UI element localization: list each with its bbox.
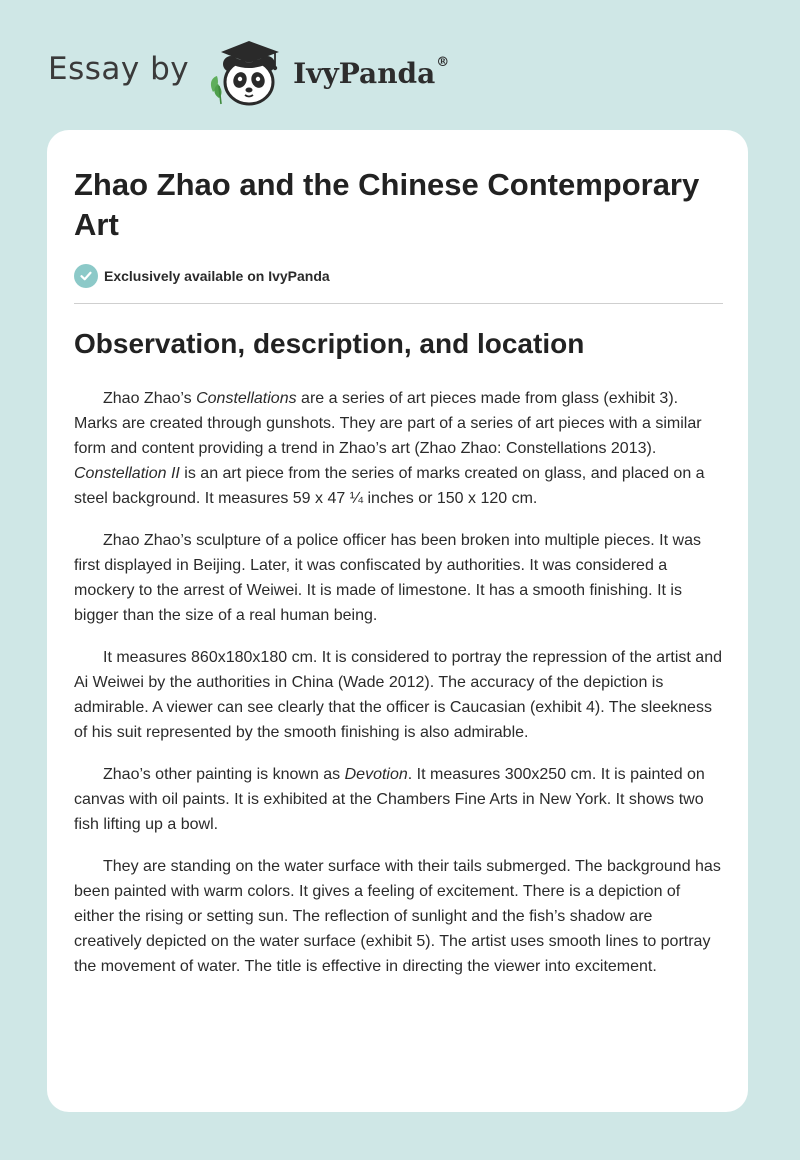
artwork-title: Constellation II	[74, 465, 180, 482]
section-heading: Observation, description, and location	[74, 328, 585, 359]
paragraph-text: Zhao Zhao’s	[103, 390, 197, 407]
checkmark-icon	[74, 264, 98, 288]
paragraph-text: are a series of art pieces made from glass (exhibit 3). Marks are created through gunshots. They are part of a series of art pieces with a similar form and content providing a trend in Zhao’s art (Zhao Zhao: Constellations 2013).	[74, 390, 702, 457]
registered-mark: ®	[436, 54, 450, 70]
paragraph	[74, 762, 724, 837]
exclusive-badge	[74, 264, 330, 288]
paragraph-text: Zhao’s other painting is known as	[103, 766, 345, 783]
checkmark-glyph	[79, 269, 93, 283]
brand-name	[293, 54, 450, 90]
paragraph-text: . It measures 300x250 cm. It is painted on canvas with oil paints. It is exhibited at the Chambers Fine Arts in New York. It shows two fish lifting up a bowl.	[74, 766, 705, 833]
exclusive-label: Exclusively available on IvyPanda	[104, 268, 330, 284]
essay-title: Zhao Zhao and the Chinese Contemporary Art	[74, 167, 700, 242]
divider	[74, 303, 723, 304]
paragraph: It measures 860x180x180 cm. It is considered to portray the repression of the artist and Ai Weiwei by the authorities in China (Wade 2012). The accuracy of the depiction is admirable. A viewer can see clearly that the officer is Caucasian (exhibit 4). The sleekness of his suit represented by the smooth finishing is also admirable.	[74, 649, 722, 741]
paragraph	[74, 386, 724, 511]
paragraph: They are standing on the water surface with their tails submerged. The background has been painted with warm colors. It gives a feeling of excitement. There is a depiction of either the rising or setting sun. The reflection of sunlight and the fish’s shadow are creatively depicted on the water surface (exhibit 5). The artist uses smooth lines to portray the movement of water. The title is effective in directing the viewer into excitement.	[74, 858, 721, 975]
brand-name-text: IvyPanda	[293, 56, 436, 90]
essay-by-label: Essay by	[48, 51, 190, 87]
essay-body	[74, 386, 724, 996]
artwork-title: Devotion	[344, 766, 408, 783]
artwork-title: Constellations	[196, 390, 297, 407]
panda-graduate-logo-icon	[203, 34, 287, 110]
site-brand[interactable]	[48, 34, 449, 110]
paragraph-text: is an art piece from the series of marks created on glass, and placed on a steel background. It measures 59 x 47 ¼ inches or 150 x 120 cm.	[74, 465, 705, 507]
essay-card	[47, 130, 748, 1112]
paragraph: Zhao Zhao’s sculpture of a police officer has been broken into multiple pieces. It was first displayed in Beijing. Later, it was confiscated by authorities. It was considered a mockery to the arrest of Weiwei. It is made of limestone. It has a smooth finishing. It is bigger than the size of a real human being.	[74, 532, 701, 624]
